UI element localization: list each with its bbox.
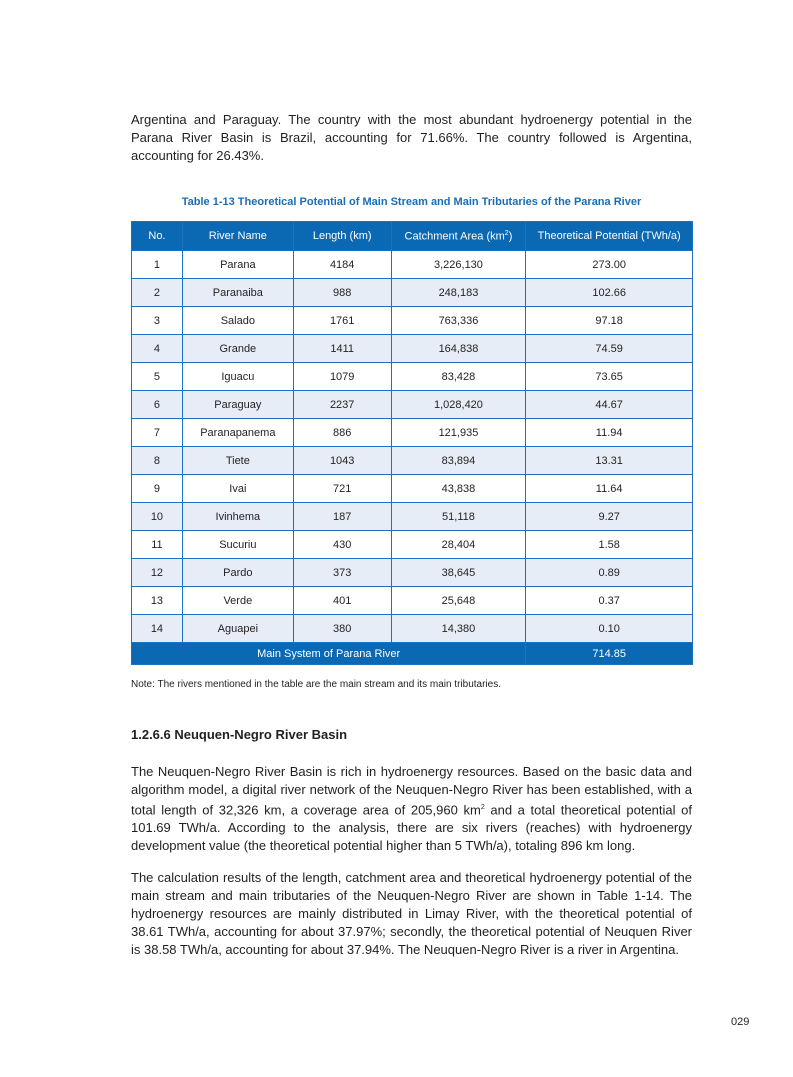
section-heading: 1.2.6.6 Neuquen-Negro River Basin (131, 727, 348, 742)
table-header-row (132, 222, 693, 251)
cell-catchment-area: 25,648 (391, 587, 526, 615)
cell-catchment-area: 121,935 (391, 419, 526, 447)
cell-length: 886 (293, 419, 391, 447)
total-value: 714.85 (526, 643, 693, 665)
cell-no: 11 (132, 531, 183, 559)
cell-no: 6 (132, 391, 183, 419)
header-potential: Theoretical Potential (TWh/a) (526, 222, 693, 251)
table-row (132, 559, 693, 587)
cell-length: 401 (293, 587, 391, 615)
cell-no: 5 (132, 363, 183, 391)
paragraph-2: The calculation results of the length, catchment area and theoretical hydroenergy potential of the main stream and main tributaries of the Neuquen-Negro River are shown in Table 1-14. The hydroenergy resources are mainly distributed in Limay River, with the theoretical potential of 38.61 TWh/a, accounting for about 37.97%; secondly, the theoretical potential of Neuquen River is 38.58 TWh/a, accounting for about 37.94%. The Neuquen-Negro River is a river in Argentina. (131, 870, 692, 957)
table-row (132, 363, 693, 391)
table-row (132, 587, 693, 615)
cell-potential: 273.00 (526, 251, 693, 279)
table-row (132, 447, 693, 475)
cell-no: 10 (132, 503, 183, 531)
cell-catchment-area: 43,838 (391, 475, 526, 503)
table-row (132, 307, 693, 335)
cell-catchment-area: 83,428 (391, 363, 526, 391)
cell-no: 9 (132, 475, 183, 503)
cell-river-name: Aguapei (182, 615, 293, 643)
cell-potential: 0.37 (526, 587, 693, 615)
intro-paragraph: Argentina and Paraguay. The country with the most abundant hydroenergy potential in the Parana River Basin is Brazil, accounting for 71.66%. The country followed is Argentina, accounting for 26.43%. (131, 112, 692, 163)
para1-text-b: and a total theoretical potential of 101.69 TWh/a. According to the analysis, there are six rivers (reaches) with hydroenergy development value (the theoretical potential higher than 5 TWh/a), totaling 896 km long. (131, 802, 693, 854)
cell-no: 13 (132, 587, 183, 615)
cell-length: 2237 (293, 391, 391, 419)
paragraph-1 (131, 763, 692, 855)
header-area-text: Catchment Area (km (404, 230, 505, 243)
cell-river-name: Verde (182, 587, 293, 615)
header-catchment-area (391, 222, 526, 251)
cell-length: 988 (293, 279, 391, 307)
table-caption: Table 1-13 Theoretical Potential of Main Stream and Main Tributaries of the Parana River (181, 196, 642, 208)
cell-potential: 0.10 (526, 615, 693, 643)
table-note: Note: The rivers mentioned in the table are the main stream and its main tributaries. (131, 679, 501, 690)
cell-length: 1079 (293, 363, 391, 391)
cell-catchment-area: 83,894 (391, 447, 526, 475)
cell-river-name: Salado (182, 307, 293, 335)
table-row (132, 615, 693, 643)
table-row (132, 335, 693, 363)
cell-catchment-area: 164,838 (391, 335, 526, 363)
cell-river-name: Paranapanema (182, 419, 293, 447)
cell-length: 380 (293, 615, 391, 643)
cell-length: 187 (293, 503, 391, 531)
cell-river-name: Pardo (182, 559, 293, 587)
cell-length: 373 (293, 559, 391, 587)
cell-river-name: Ivinhema (182, 503, 293, 531)
cell-catchment-area: 248,183 (391, 279, 526, 307)
cell-no: 2 (132, 279, 183, 307)
total-row (132, 643, 693, 665)
cell-no: 3 (132, 307, 183, 335)
parana-table (131, 221, 693, 665)
table-row (132, 279, 693, 307)
table-row (132, 251, 693, 279)
cell-length: 721 (293, 475, 391, 503)
cell-catchment-area: 1,028,420 (391, 391, 526, 419)
header-area-close: ) (508, 230, 513, 243)
cell-river-name: Parana (182, 251, 293, 279)
table-row (132, 531, 693, 559)
cell-no: 4 (132, 335, 183, 363)
header-no: No. (132, 222, 183, 251)
cell-river-name: Paranaiba (182, 279, 293, 307)
cell-potential: 1.58 (526, 531, 693, 559)
table-row (132, 419, 693, 447)
cell-length: 1043 (293, 447, 391, 475)
cell-no: 14 (132, 615, 183, 643)
cell-river-name: Paraguay (182, 391, 293, 419)
cell-catchment-area: 51,118 (391, 503, 526, 531)
cell-potential: 44.67 (526, 391, 693, 419)
table-row (132, 475, 693, 503)
total-label: Main System of Parana River (132, 643, 526, 665)
cell-no: 7 (132, 419, 183, 447)
cell-catchment-area: 28,404 (391, 531, 526, 559)
para1-text-a: The Neuquen-Negro River Basin is rich in hydroenergy resources. Based on the basic data and algorithm model, a digital river network of the Neuquen-Negro River has been established, with a total length of 32,326 km, a coverage area of 205,960 km (131, 764, 692, 818)
cell-catchment-area: 38,645 (391, 559, 526, 587)
header-area-sup: 2 (504, 229, 509, 237)
cell-river-name: Grande (182, 335, 293, 363)
cell-potential: 73.65 (526, 363, 693, 391)
cell-potential: 97.18 (526, 307, 693, 335)
cell-river-name: Tiete (182, 447, 293, 475)
table-row (132, 503, 693, 531)
table-row (132, 391, 693, 419)
header-river-name: River Name (182, 222, 293, 251)
cell-potential: 9.27 (526, 503, 693, 531)
para1-sup: 2 (480, 804, 485, 811)
cell-potential: 11.64 (526, 475, 693, 503)
cell-catchment-area: 3,226,130 (391, 251, 526, 279)
cell-river-name: Sucuriu (182, 531, 293, 559)
cell-river-name: Iguacu (182, 363, 293, 391)
cell-length: 1761 (293, 307, 391, 335)
cell-potential: 11.94 (526, 419, 693, 447)
cell-length: 1411 (293, 335, 391, 363)
cell-no: 1 (132, 251, 183, 279)
cell-potential: 0.89 (526, 559, 693, 587)
cell-potential: 102.66 (526, 279, 693, 307)
cell-catchment-area: 14,380 (391, 615, 526, 643)
cell-length: 430 (293, 531, 391, 559)
cell-potential: 13.31 (526, 447, 693, 475)
cell-catchment-area: 763,336 (391, 307, 526, 335)
cell-river-name: Ivai (182, 475, 293, 503)
header-length: Length (km) (293, 222, 391, 251)
cell-no: 8 (132, 447, 183, 475)
cell-no: 12 (132, 559, 183, 587)
cell-potential: 74.59 (526, 335, 693, 363)
cell-length: 4184 (293, 251, 391, 279)
page-number: 029 (731, 1016, 750, 1028)
